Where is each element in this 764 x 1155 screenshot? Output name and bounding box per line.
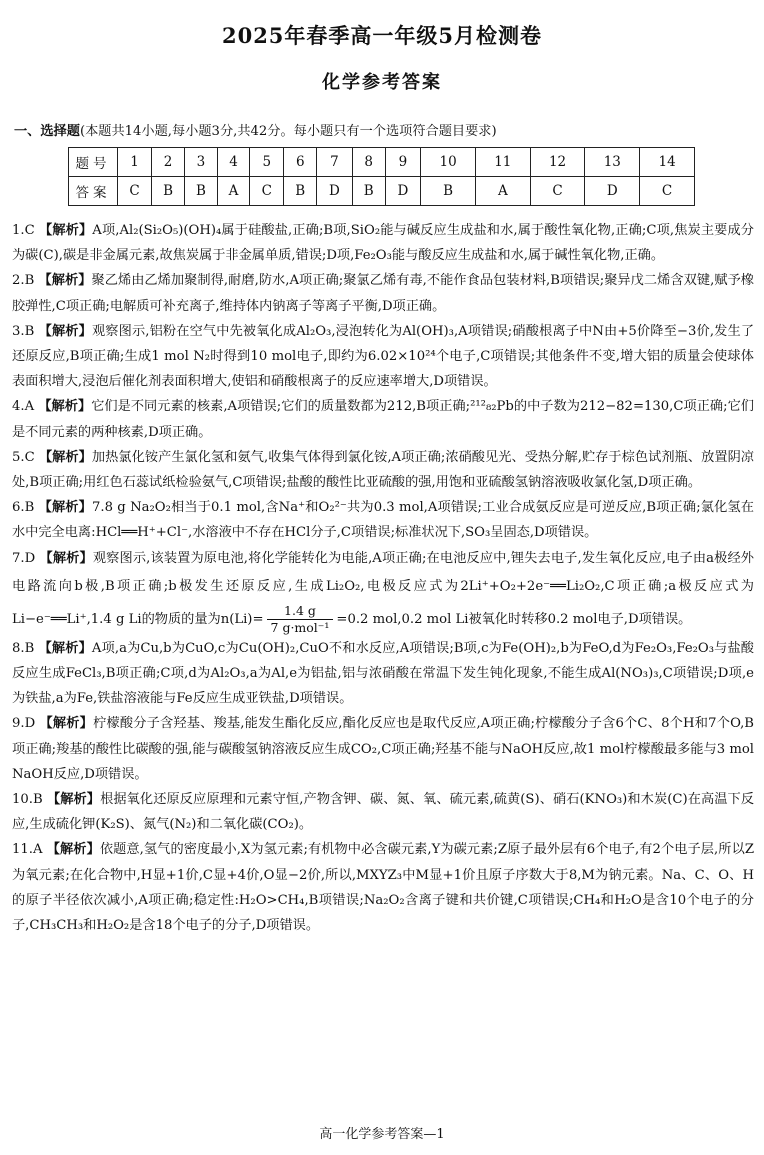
explanation-item: [12, 711, 754, 787]
item-tag: 【解析】: [38, 449, 92, 465]
table-cell: 9: [385, 148, 421, 177]
table-cell: B: [284, 177, 317, 206]
item-number: 9.D: [12, 716, 36, 732]
table-cell: A: [475, 177, 530, 206]
item-tag: 【解析】: [38, 273, 92, 289]
table-cell: B: [184, 177, 217, 206]
item-text: 7.8 g Na₂O₂相当于0.1 mol,含Na⁺和O₂²⁻共为0.3 mol,A项错误;工业合成氨反应是可逆反应,B项正确;氯化氢在水中完全电离:HCl══H⁺+Cl⁻,水溶液中不存在HCl分子,C项错误;标准状况下,SO₃呈固态,D项错误。: [12, 500, 754, 541]
table-cell: 8: [352, 148, 385, 177]
explanation-item: [12, 546, 754, 636]
item-number: 3.B: [12, 323, 35, 339]
item-number: 7.D: [12, 550, 36, 566]
item-text: 聚乙烯由乙烯加聚制得,耐磨,防水,A项正确;聚氯乙烯有毒,不能作食品包装材料,B项错误;聚异戊二烯含双键,赋予橡胶弹性,C项正确;电解质可补充离子,维持体内钠离子等离子平衡,D项正确。: [12, 273, 754, 314]
table-cell: 10: [421, 148, 476, 177]
fraction-numerator: 1.4 g: [267, 603, 334, 620]
item-text: A项,Al₂(Si₂O₅)(OH)₄属于硅酸盐,正确;B项,SiO₂能与碱反应生成盐和水,属于酸性氧化物,正确;C项,焦炭主要成分为碳(C),碳是非金属元素,故焦炭属于非金属单质,错误;D项,Fe₂O₃能与酸反应生成盐和水,属于碱性氧化物,正确。: [12, 223, 754, 264]
table-cell: B: [352, 177, 385, 206]
item-tag: 【解析】: [46, 792, 101, 808]
item-text: 0.2 mol Li被氧化时转移0.2 mol电子,D项错误。: [401, 611, 692, 627]
table-cell: 13: [585, 148, 640, 177]
item-text: 加热氯化铵产生氯化氢和氨气,收集气体得到氯化铵,A项正确;浓硝酸见光、受热分解,贮存于棕色试剂瓶、放置阴凉处,B项正确;用红色石蕊试纸检验氨气,C项错误;盐酸的酸性比亚硫酸的强,用饱和亚硫酸氢钠溶液吸收氯化氢,D项正确。: [12, 449, 754, 491]
explanation-item: [12, 837, 754, 938]
table-cell: C: [118, 177, 152, 206]
table-cell: 12: [530, 148, 585, 177]
item-number: 8.B: [12, 640, 35, 656]
item-tag: 【解析】: [39, 716, 94, 732]
section-label: 一、选择题: [14, 124, 80, 139]
page-footer: 高一化学参考答案—1: [319, 1127, 445, 1142]
explanation-list: [12, 218, 754, 938]
table-cell: 3: [184, 148, 217, 177]
item-number: 10.B: [12, 792, 43, 808]
item-text: 它们是不同元素的核素,A项错误;它们的质量数都为212,B项正确;²¹²₈₂Pb的中子数为212−82=130,C项正确;它们是不同元素的两种核素,D项正确。: [12, 399, 754, 440]
answer-table-row-numbers: [69, 148, 695, 177]
item-tag: 【解析】: [46, 842, 100, 858]
table-cell: C: [640, 177, 695, 206]
page-title: 2025年春季高一年级5月检测卷: [221, 23, 543, 48]
table-cell: D: [317, 177, 353, 206]
item-text: 观察图示,铝粉在空气中先被氧化成Al₂O₃,浸泡转化为Al(OH)₃,A项错误;硝酸根离子中N由+5价降至−3价,发生了还原反应,B项正确;生成1 mol N₂时得到10 mol电子,即约为6.02×10²⁴个电子,C项错误;其他条件不变,增大铝的质量会使球体表面积增大,浸泡后催化剂表面积增大,使铝和硝酸根离子的反应速率增大,D项错误。: [12, 323, 755, 390]
table-cell: 2: [152, 148, 185, 177]
explanation-item: [12, 319, 754, 395]
item-text: 观察图示,该装置为原电池,将化学能转化为电能,A项正确;在电池反应中,锂失去电子,发生氧化反应,电子由a极经外电路流向b极,B项正确;b极发生还原反应,生成Li₂O₂,电极反应式为2Li⁺+O₂+2e⁻: [12, 550, 754, 594]
item-tag: 【解析】: [38, 399, 92, 415]
item-text: 根据氧化还原反应原理和元素守恒,产物含钾、碳、氮、氧、硫元素,硫黄(S)、硝石(KNO₃)和木炭(C)在高温下反应,生成硫化钾(K₂S)、氮气(N₂)和二氧化碳(CO₂)。: [12, 792, 755, 833]
table-cell: 11: [475, 148, 530, 177]
explanation-item: [12, 636, 754, 712]
item-number: 6.B: [12, 500, 35, 516]
table-cell: 14: [640, 148, 695, 177]
item-tag: 【解析】: [38, 640, 92, 656]
item-number: 4.A: [12, 399, 35, 415]
table-cell: C: [250, 177, 284, 206]
table-cell: C: [530, 177, 585, 206]
explanation-item: [12, 787, 754, 837]
item-tag: 【解析】: [38, 323, 92, 339]
section-heading: [14, 120, 497, 139]
table-cell: 6: [284, 148, 317, 177]
item-text: =0.2 mol,: [336, 611, 402, 627]
item-number: 2.B: [12, 273, 35, 289]
item-text: A项,a为Cu,b为CuO,c为Cu(OH)₂,CuO不和水反应,A项错误;B项,c为Fe(OH)₂,b为FeO,d为Fe₂O₃,Fe₂O₃与盐酸反应生成FeCl₃,B项正确;C项,d为Al₂O₃,a为Al,e为铝盐,铝与浓硝酸在常温下发生钝化现象,不能生成Al(NO₃)₃,C项错误;D项,e为铁盐,a为Fe,铁盐溶液能与Fe反应生成亚铁盐,D项错误。: [12, 640, 754, 707]
item-tag: 【解析】: [39, 550, 93, 566]
table-cell: B: [421, 177, 476, 206]
table-cell: 4: [217, 148, 249, 177]
item-tag: 【解析】: [38, 500, 92, 516]
table-cell: A: [217, 177, 249, 206]
fraction-denominator: 7 g·mol⁻¹: [270, 619, 330, 635]
table-cell: 1: [118, 148, 152, 177]
explanation-item: [12, 394, 754, 444]
explanation-item: [12, 268, 754, 318]
item-number: 5.C: [12, 449, 35, 465]
page-subtitle: 化学参考答案: [322, 72, 442, 93]
item-text: 依题意,氢气的密度最小,X为氢元素;有机物中必含碳元素,Y为碳元素;Z原子最外层有6个电子,有2个电子层,所以Z为氧元素;在化合物中,H显+1价,C显+4价,O显−2价,所以,MXYZ₃中M显+1价且原子序数大于8,M为钠元素。Na、C、O、H的原子半径依次减小,A项正确;稳定性:H₂O>CH₄,B项错误;Na₂O₂含离子键和共价键,C项错误;CH₄和H₂O是含10个电子的分子,CH₃CH₃和H₂O₂是含18个电子的分子,D项错误。: [12, 842, 754, 934]
row-header-number: 题号: [69, 148, 118, 177]
table-cell: D: [385, 177, 421, 206]
explanation-item: [12, 445, 754, 495]
item-text: 柠檬酸分子含羟基、羧基,能发生酯化反应,酯化反应也是取代反应,A项正确;柠檬酸分子含6个C、8个H和7个O,B项正确;羧基的酸性比碳酸的强,能与碳酸氢钠溶液反应生成CO₂,C项正确;羟基不能与NaOH反应,故1 mol柠檬酸最多能与3 mol NaOH反应,D项错误。: [12, 716, 754, 782]
item-tag: 【解析】: [39, 223, 93, 238]
row-header-answer: 答案: [69, 177, 118, 206]
fraction: [267, 603, 334, 636]
explanation-item: [12, 218, 754, 268]
explanation-item: [12, 495, 754, 545]
table-cell: B: [152, 177, 185, 206]
table-cell: 5: [250, 148, 284, 177]
item-number: 11.A: [12, 842, 43, 858]
item-text: ══Li₂O₂,C项正确;a极反应式为Li−e⁻══Li⁺,1.4 g Li的物质的量为n(Li)=: [12, 578, 754, 627]
table-cell: 7: [317, 148, 353, 177]
table-cell: D: [585, 177, 640, 206]
section-note: (本题共14小题,每小题3分,共42分。每小题只有一个选项符合题目要求): [79, 124, 497, 139]
answer-table-row-answers: [69, 177, 695, 206]
answer-table: [68, 147, 695, 206]
item-number: 1.C: [12, 223, 35, 238]
